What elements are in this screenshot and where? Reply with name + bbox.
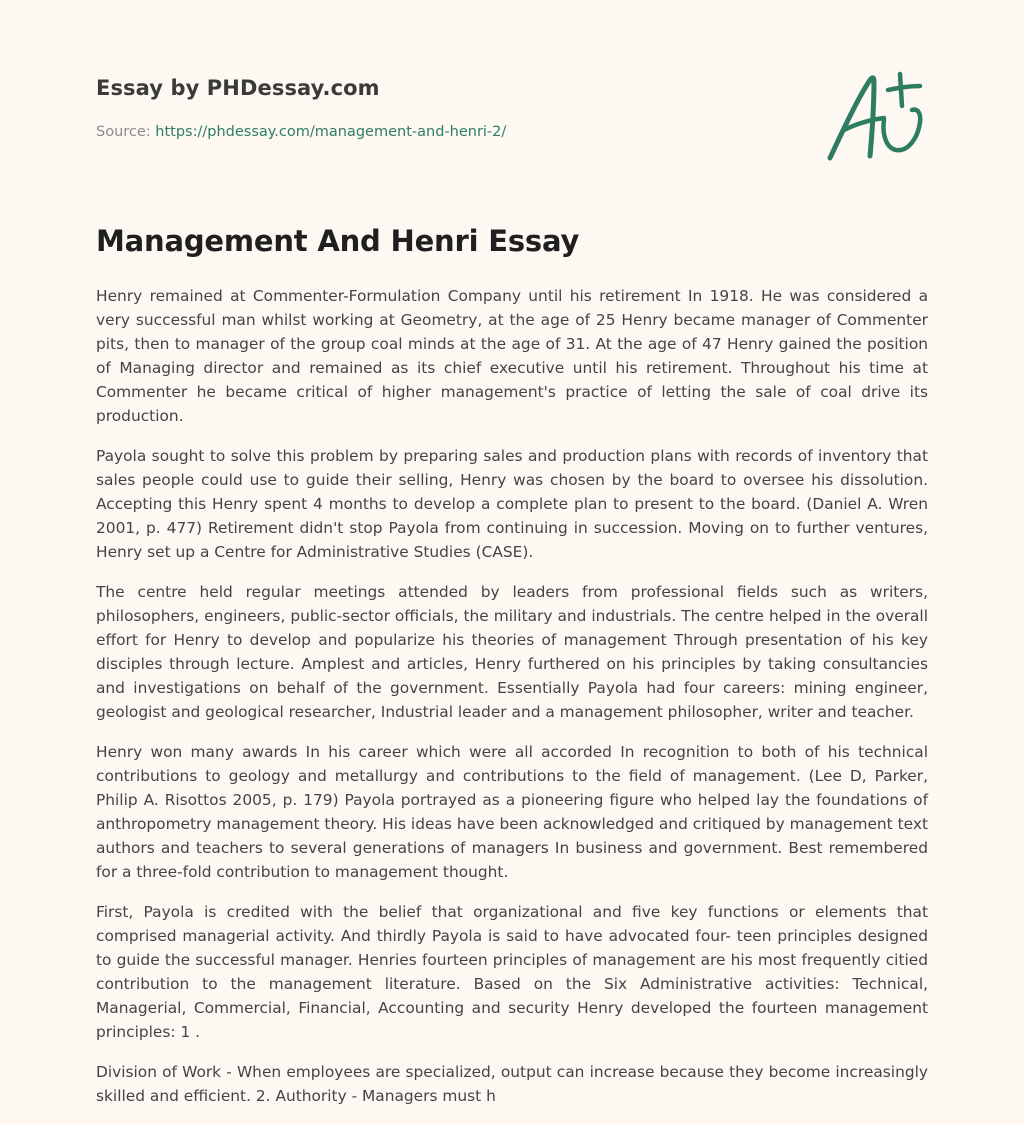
essay-body xyxy=(96,284,928,1124)
essay-paragraph: Division of Work - When employees are specialized, output can increase because they become increasingly skilled and efficient. 2. Authority - Managers must h xyxy=(96,1063,928,1105)
source-label: Source: xyxy=(96,124,156,140)
essay-paragraph: The centre held regular meetings attended by leaders from professional fields such as writers, philosophers, engineers, public-sector officials, the military and industrials. The centre helped in the overall effort for Henry to develop and popularize his theories of management Through presentation of his key disciples through lecture. Amplest and articles, Henry furthered on his principles by taking consultancies and investigations on behalf of the government. Essentially Payola had four careers: mining engineer, geologist and geological researcher, Industrial leader and a management philosopher, writer and teacher. xyxy=(96,583,928,721)
site-title: Essay by PHDessay.com xyxy=(96,76,380,100)
essay-title: Management And Henri Essay xyxy=(96,224,580,258)
essay-paragraph: Henry remained at Commenter-Formulation Company until his retirement In 1918. He was considered a very successful man whilst working at Geometry, at the age of 25 Henry became manager of Commenter pits, then to manager of the group coal minds at the age of 31. At the age of 47 Henry gained the position of Managing director and remained as its chief executive until his retirement. Throughout his time at Commenter he became critical of higher management's practice of letting the sale of coal drive its production. xyxy=(96,287,928,425)
essay-paragraph: Payola sought to solve this problem by preparing sales and production plans with records of inventory that sales people could use to guide their selling, Henry was chosen by the board to oversee his dissolution. Accepting this Henry spent 4 months to develop a complete plan to present to the board. (Daniel A. Wren 2001, p. 477) Retirement didn't stop Payola from continuing in succession. Moving on to further ventures, Henry set up a Centre for Administrative Studies (CASE). xyxy=(96,447,928,561)
essay-paragraph: First, Payola is credited with the belief that organizational and five key functions or elements that comprised managerial activity. And thirdly Payola is said to have advocated four- teen principles designed to guide the successful manager. Henries fourteen principles of management are his most frequently citied contribution to the management literature. Based on the Six Administrative activities: Technical, Managerial, Commercial, Financial, Accounting and security Henry developed the fourteen management principles: 1 . xyxy=(96,903,928,1041)
source-link[interactable]: https://phdessay.com/management-and-henri-2/ xyxy=(155,124,507,140)
essay-paragraph: Henry won many awards In his career which were all accorded In recognition to both of his technical contributions to geology and metallurgy and contributions to the field of management. (Lee D, Parker, Philip A. Risottos 2005, p. 179) Payola portrayed as a pioneering figure who helped lay the foundations of anthropometry management theory. His ideas have been acknowledged and critiqued by management text authors and teachers to several generations of managers In business and government. Best remembered for a three-fold contribution to management thought. xyxy=(96,743,928,881)
source-line xyxy=(96,124,506,140)
a-plus-grade-logo-icon xyxy=(826,68,926,164)
